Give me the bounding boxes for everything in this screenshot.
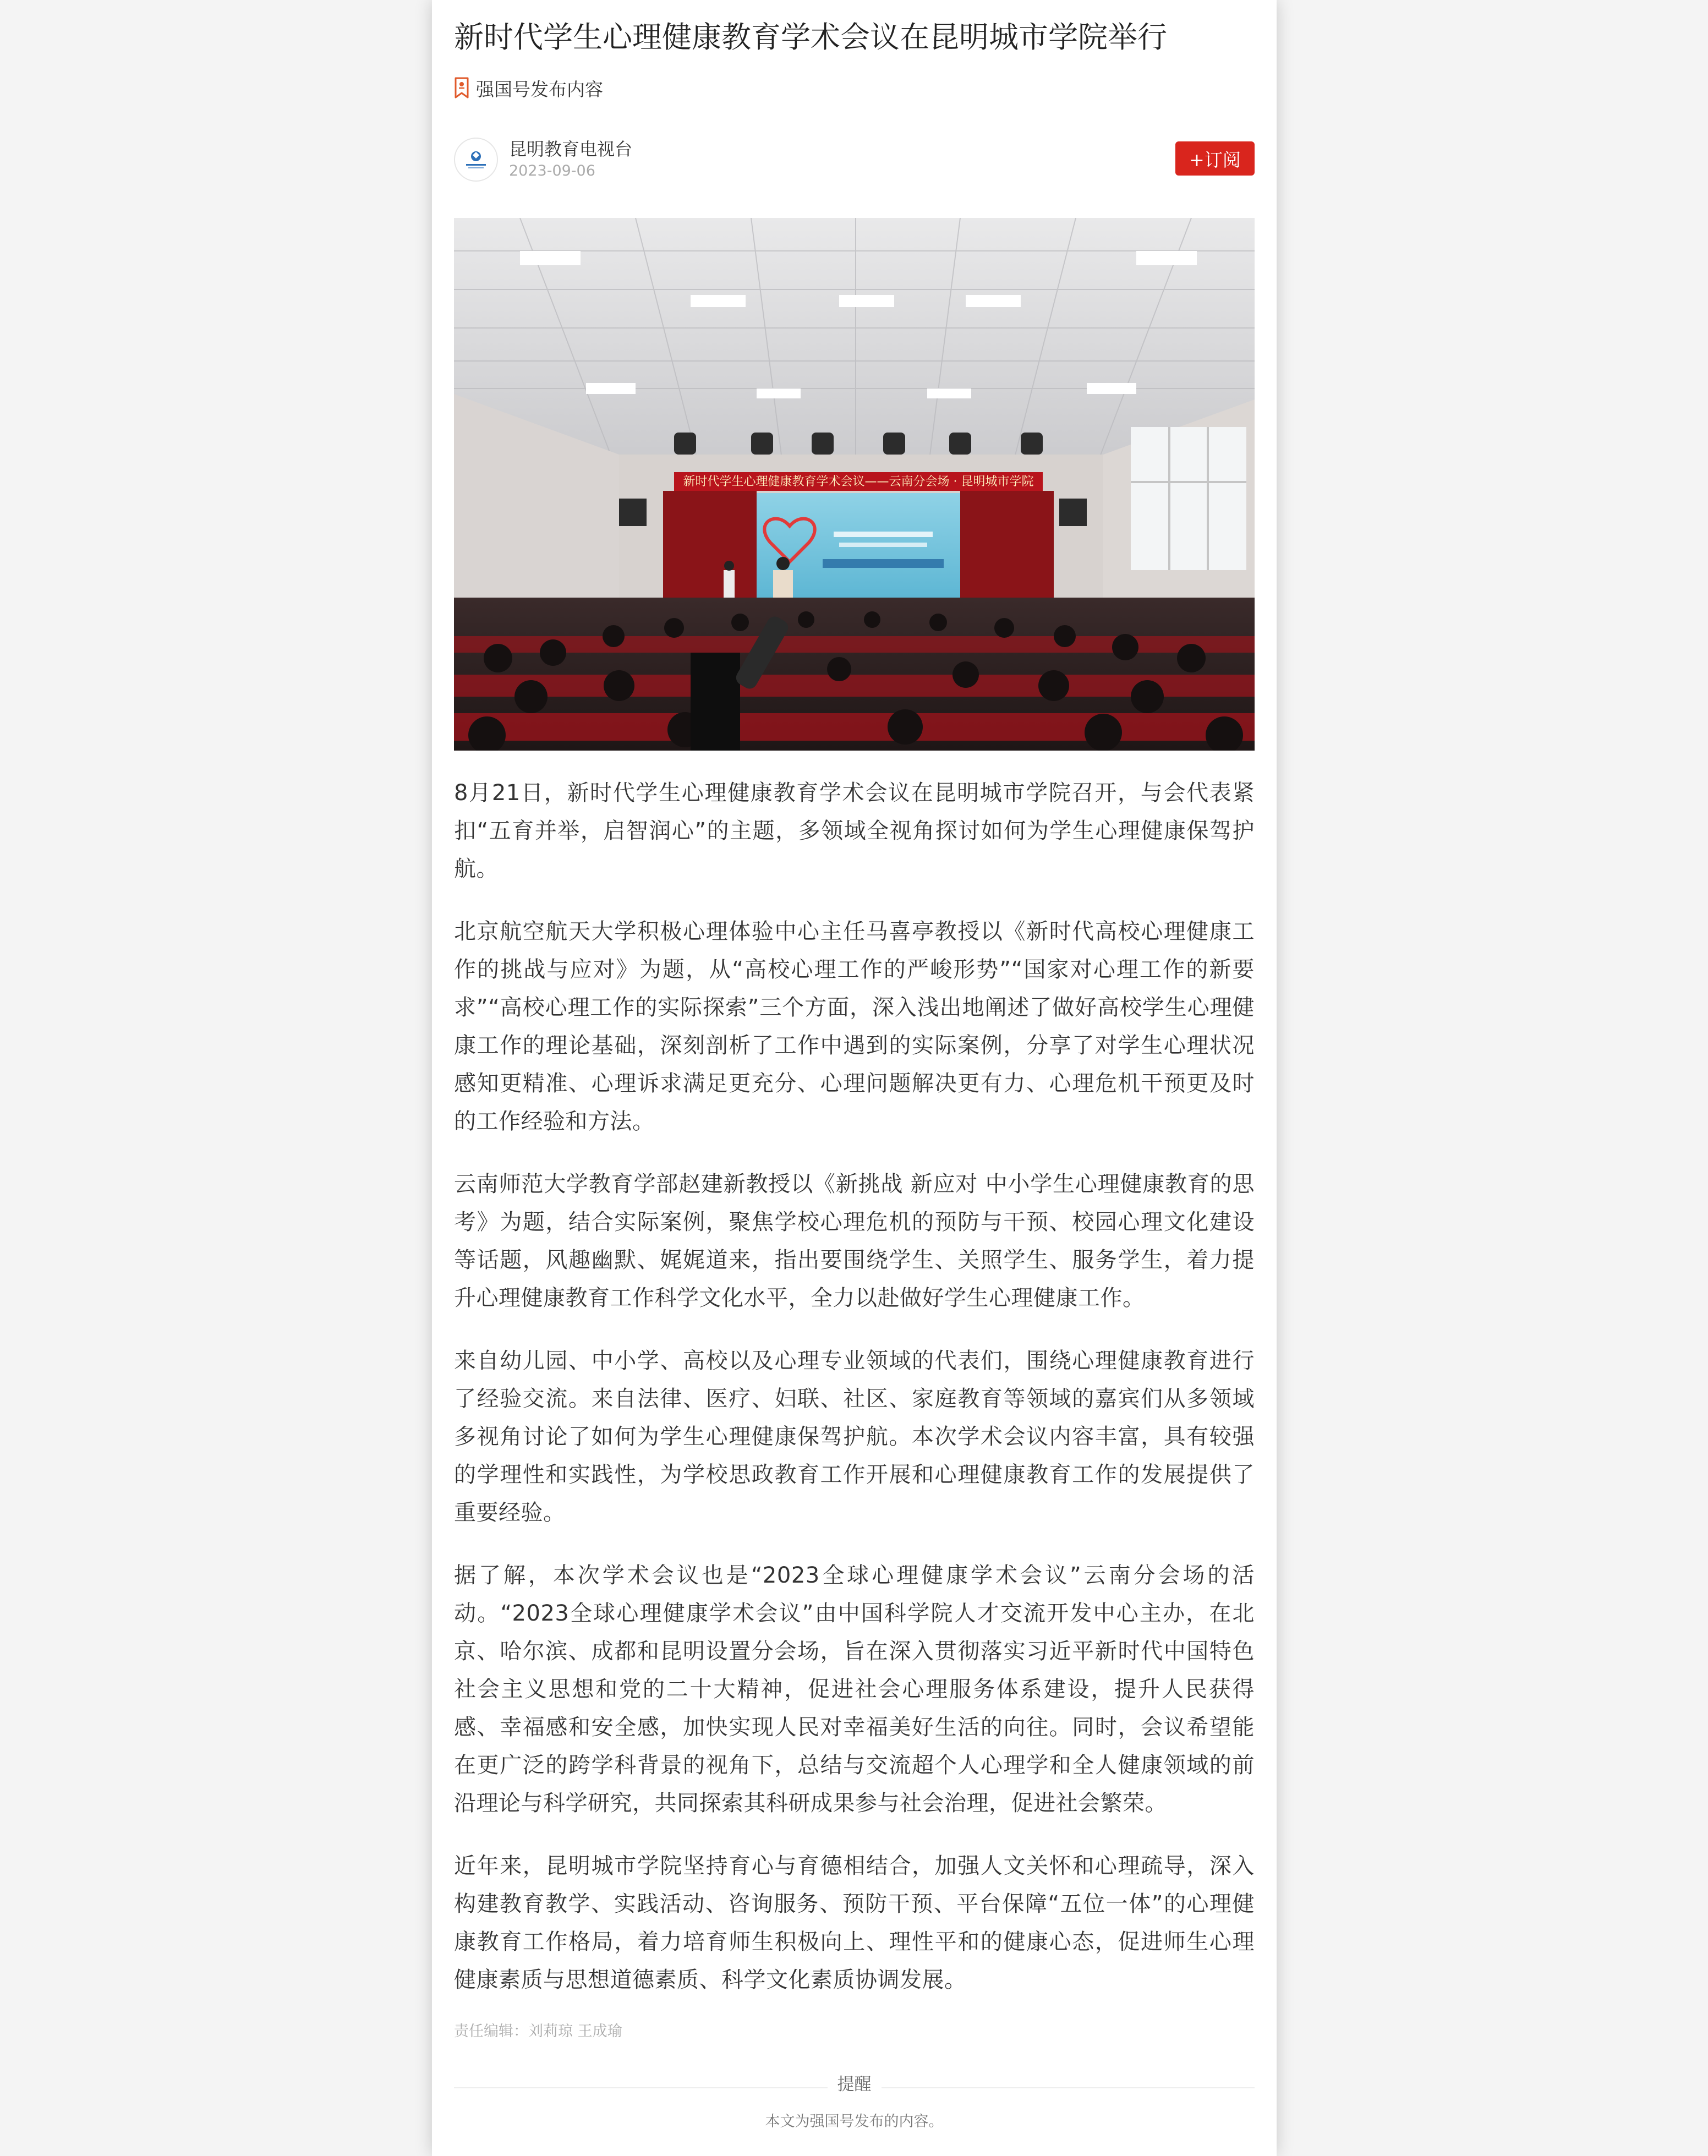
source-tag (454, 72, 603, 105)
conference-hall-photo (454, 218, 1255, 751)
paragraph-2: 北京航空航天大学积极心理体验中心主任马喜亭教授以《新时代高校心理健康工作的挑战与应对》为题，从“高校心理工作的严峻形势”“国家对心理工作的新要求”“高校心理工作的实际探索”三个方面，深入浅出地阐述了做好高校学生心理健康工作的理论基础，深刻剖析了工作中遇到的实际案例，分享了对学生心理状况感知更精准、心理诉求满足更充分、心理问题解决更有力、心理危机干预更及时的工作经验和方法。 (454, 919, 1255, 1134)
notice-title (454, 2072, 1255, 2097)
avatar[interactable] (454, 138, 498, 182)
article-title: 新时代学生心理健康教育学术会议在昆明城市学院举行 (454, 20, 1167, 54)
notice-text: 本文为强国号发布的内容。 (765, 2113, 944, 2130)
paragraph-1: 8月21日，新时代学生心理健康教育学术会议在昆明城市学院召开，与会代表紧扣“五育并举，启智润心”的主题，多领域全视角探讨如何为学生心理健康保驾护航。 (454, 780, 1255, 882)
hero-image (454, 218, 1255, 751)
paragraph-5: 据了解，本次学术会议也是“2023全球心理健康学术会议”云南分会场的活动。“2023全球心理健康学术会议”由中国科学院人才交流开发中心主办，在北京、哈尔滨、成都和昆明设置分会场，旨在深入贯彻落实习近平新时代中国特色社会主义思想和党的二十大精神，促进社会心理服务体系建设，提升人民获得感、幸福感和安全感，加快实现人民对幸福美好生活的向往。同时，会议希望能在更广泛的跨学科背景的视角下，总结与交流超个人心理学和全人健康领域的前沿理论与科学研究，共同探索其科研成果参与社会治理，促进社会繁荣。 (454, 1563, 1255, 1816)
author-row (454, 136, 1255, 183)
notice-title-label: 提醒 (828, 2075, 882, 2094)
source-tag-label: 强国号发布内容 (476, 78, 603, 100)
paragraph-6: 近年来，昆明城市学院坚持育心与育德相结合，加强人文关怀和心理疏导，深入构建教育教学、实践活动、咨询服务、预防干预、平台保障“五位一体”的心理健康教育工作格局，着力培育师生积极向上、理性平和的健康心态，促进师生心理健康素质与思想道德素质、科学文化素质协调发展。 (454, 1853, 1255, 1993)
publish-date: 2023-09-06 (509, 162, 595, 179)
paragraph-3: 云南师范大学教育学部赵建新教授以《新挑战 新应对 中小学生心理健康教育的思考》为题，结合实际案例，聚焦学校心理危机的预防与干预、校园心理文化建设等话题，风趣幽默、娓娓道来，指出要围绕学生、关照学生、服务学生，着力提升心理健康教育工作科学文化水平，全力以赴做好学生心理健康工作。 (454, 1172, 1255, 1311)
tv-station-logo-icon (461, 144, 491, 175)
article-body (454, 774, 1255, 2024)
banner-text: 新时代学生心理健康教育学术会议——云南分会场 · 昆明城市学院 (683, 475, 1034, 489)
bookmark-icon (454, 77, 469, 99)
article-page (432, 0, 1277, 2156)
author-name[interactable]: 昆明教育电视台 (509, 139, 633, 160)
paragraph-4: 来自幼儿园、中小学、高校以及心理专业领域的代表们，围绕心理健康教育进行了经验交流。来自法律、医疗、妇联、社区、家庭教育等领域的嘉宾们从多领域多视角讨论了如何为学生心理健康保驾护航。本次学术会议内容丰富，具有较强的学理性和实践性，为学校思政教育工作开展和心理健康教育工作的发展提供了重要经验。 (454, 1348, 1255, 1525)
subscribe-button[interactable]: +订阅 (1175, 141, 1255, 176)
responsible-editor: 责任编辑：刘莉琼 王成瑜 (454, 2023, 622, 2040)
